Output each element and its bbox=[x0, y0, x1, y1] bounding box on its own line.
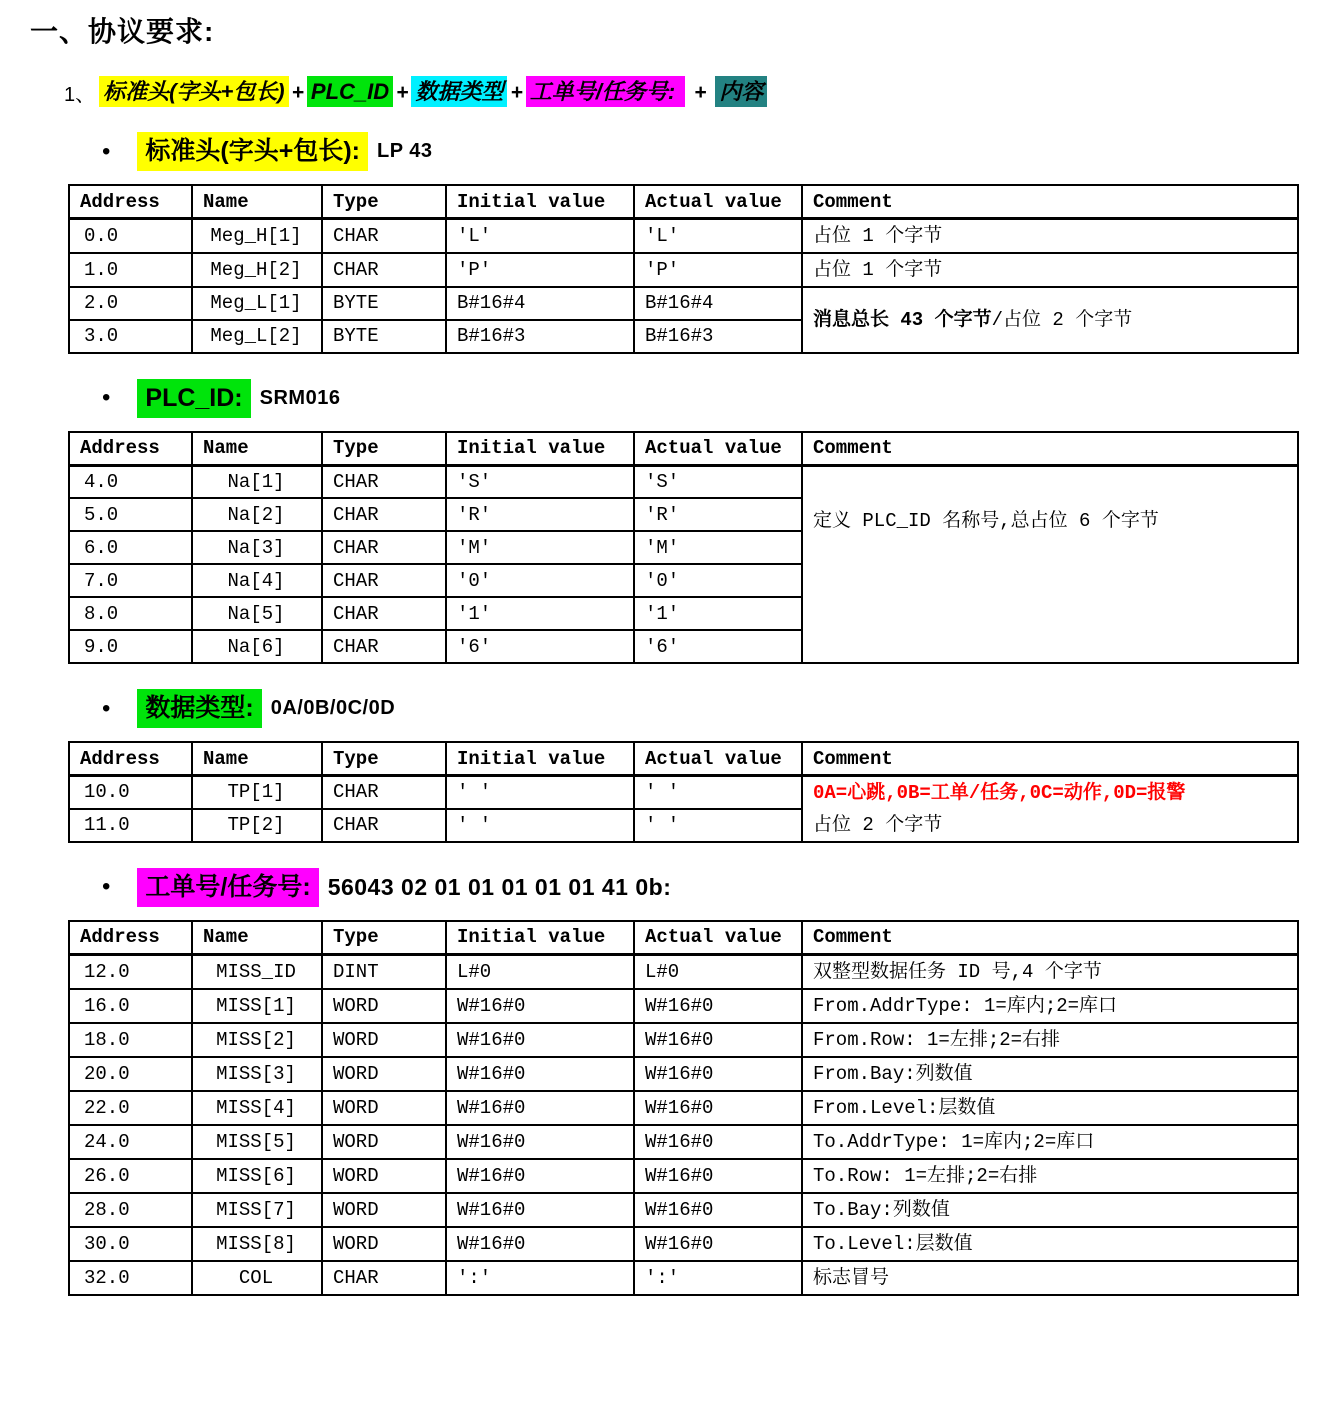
table-cell-actual-value: W#16#0 bbox=[634, 1227, 802, 1261]
column-header-name: Name bbox=[192, 432, 322, 465]
comment-line bbox=[813, 1058, 1293, 1090]
table-cell-actual-value: W#16#0 bbox=[634, 1193, 802, 1227]
table-cell-initial-value: ' ' bbox=[446, 809, 634, 842]
bullet-value-standard-header: LP 43 bbox=[376, 140, 433, 163]
column-header-comment: Comment bbox=[802, 742, 1298, 775]
table-cell-initial-value: '1' bbox=[446, 597, 634, 630]
table-cell-actual-value: L#0 bbox=[634, 954, 802, 989]
comment-line bbox=[813, 254, 1293, 286]
page-title: 一、协议要求: bbox=[30, 16, 215, 47]
table-cell-comment bbox=[802, 954, 1298, 989]
column-header-initial-value: Initial value bbox=[446, 921, 634, 954]
comment-text: 双整型数据任务 ID 号,4 个字节 bbox=[813, 960, 1102, 983]
table-cell-initial-value: W#16#0 bbox=[446, 1193, 634, 1227]
table-cell-name: Na[3] bbox=[192, 531, 322, 564]
table-row bbox=[69, 1227, 1298, 1261]
table-cell-name: Na[2] bbox=[192, 498, 322, 531]
table-cell-name: MISS[2] bbox=[192, 1023, 322, 1057]
table-cell-address: 3.0 bbox=[69, 320, 192, 353]
table-cell-initial-value: 'P' bbox=[446, 253, 634, 287]
table-cell-name: TP[2] bbox=[192, 809, 322, 842]
column-header-address: Address bbox=[69, 185, 192, 218]
table-cell-comment bbox=[802, 1159, 1298, 1193]
bullet-item-data-type bbox=[102, 689, 1328, 728]
column-header-comment: Comment bbox=[802, 921, 1298, 954]
comment-line bbox=[813, 505, 1293, 537]
comment-line bbox=[813, 220, 1293, 252]
column-header-name: Name bbox=[192, 921, 322, 954]
table-cell-actual-value: W#16#0 bbox=[634, 1023, 802, 1057]
table-cell-name: Meg_H[2] bbox=[192, 253, 322, 287]
table-cell-type: CHAR bbox=[322, 630, 446, 663]
table-cell-address: 10.0 bbox=[69, 775, 192, 808]
part-data-type: 数据类型 bbox=[411, 76, 507, 107]
bullet-value-plc-id: SRM016 bbox=[259, 386, 341, 409]
plus-separator: + bbox=[510, 81, 523, 105]
column-header-actual-value: Actual value bbox=[634, 742, 802, 775]
section-order-task bbox=[30, 868, 1328, 1296]
column-header-comment: Comment bbox=[802, 432, 1298, 465]
variable-table-data-type bbox=[68, 741, 1299, 843]
comment-line bbox=[813, 1126, 1293, 1158]
table-cell-name: Na[4] bbox=[192, 564, 322, 597]
comment-line bbox=[813, 304, 1293, 336]
table-cell-comment bbox=[802, 1125, 1298, 1159]
table-cell-initial-value: W#16#0 bbox=[446, 1159, 634, 1193]
table-header-row bbox=[69, 185, 1298, 218]
table-cell-type: WORD bbox=[322, 1227, 446, 1261]
table-cell-actual-value: ' ' bbox=[634, 809, 802, 842]
table-cell-name: MISS[5] bbox=[192, 1125, 322, 1159]
table-row bbox=[69, 989, 1298, 1023]
column-header-comment: Comment bbox=[802, 185, 1298, 218]
table-row bbox=[69, 1261, 1298, 1295]
item-number: 1、 bbox=[64, 84, 96, 106]
table-cell-type: CHAR bbox=[322, 597, 446, 630]
comment-text: To.Row: 1=左排;2=右排 bbox=[813, 1164, 1038, 1187]
comment-line bbox=[813, 1228, 1293, 1260]
bullet-value-order-task: 56043 02 01 01 01 01 01 41 0b: bbox=[327, 873, 672, 900]
table-cell-type: WORD bbox=[322, 989, 446, 1023]
table-cell-name: MISS[6] bbox=[192, 1159, 322, 1193]
table-cell-actual-value: 'R' bbox=[634, 498, 802, 531]
column-header-actual-value: Actual value bbox=[634, 921, 802, 954]
table-cell-initial-value: ':' bbox=[446, 1261, 634, 1295]
table-cell-comment bbox=[802, 1091, 1298, 1125]
comment-text: 标志冒号 bbox=[813, 1266, 890, 1289]
table-cell-initial-value: B#16#3 bbox=[446, 320, 634, 353]
table-cell-name: MISS[4] bbox=[192, 1091, 322, 1125]
table-cell-initial-value: B#16#4 bbox=[446, 287, 634, 320]
table-header-row bbox=[69, 921, 1298, 954]
column-header-initial-value: Initial value bbox=[446, 185, 634, 218]
table-cell-comment bbox=[802, 775, 1298, 842]
comment-line bbox=[813, 1160, 1293, 1192]
protocol-formula-parts bbox=[99, 79, 767, 105]
table-cell-initial-value: '6' bbox=[446, 630, 634, 663]
comment-text: 消息总长 43 个字节 bbox=[813, 308, 992, 331]
table-cell-type: DINT bbox=[322, 954, 446, 989]
table-cell-name: Na[1] bbox=[192, 465, 322, 498]
table-row bbox=[69, 1159, 1298, 1193]
column-header-name: Name bbox=[192, 742, 322, 775]
table-cell-type: WORD bbox=[322, 1159, 446, 1193]
comment-text: To.AddrType: 1=库内;2=库口 bbox=[813, 1130, 1095, 1153]
bullet-icon: • bbox=[102, 873, 111, 901]
table-cell-actual-value: 'P' bbox=[634, 253, 802, 287]
column-header-address: Address bbox=[69, 921, 192, 954]
table-cell-type: WORD bbox=[322, 1023, 446, 1057]
table-cell-type: WORD bbox=[322, 1193, 446, 1227]
bullet-item-order-task bbox=[102, 868, 1328, 907]
table-cell-address: 4.0 bbox=[69, 465, 192, 498]
table-cell-actual-value: B#16#4 bbox=[634, 287, 802, 320]
table-cell-address: 26.0 bbox=[69, 1159, 192, 1193]
table-row bbox=[69, 253, 1298, 287]
table-cell-type: CHAR bbox=[322, 1261, 446, 1295]
table-cell-name: MISS_ID bbox=[192, 954, 322, 989]
comment-line bbox=[813, 990, 1293, 1022]
table-cell-name: Meg_H[1] bbox=[192, 218, 322, 253]
table-cell-actual-value: W#16#0 bbox=[634, 1125, 802, 1159]
variable-table-standard-header bbox=[68, 184, 1299, 354]
table-cell-type: CHAR bbox=[322, 465, 446, 498]
table-cell-type: CHAR bbox=[322, 531, 446, 564]
table-cell-comment bbox=[802, 1227, 1298, 1261]
section-data-type bbox=[30, 689, 1328, 843]
comment-line bbox=[813, 1092, 1293, 1124]
table-cell-actual-value: '1' bbox=[634, 597, 802, 630]
table-cell-initial-value: W#16#0 bbox=[446, 1091, 634, 1125]
table-cell-actual-value: '6' bbox=[634, 630, 802, 663]
table-cell-actual-value: B#16#3 bbox=[634, 320, 802, 353]
table-row bbox=[69, 775, 1298, 808]
bullet-label-data-type: 数据类型: bbox=[137, 689, 261, 728]
table-cell-actual-value: W#16#0 bbox=[634, 989, 802, 1023]
comment-line bbox=[813, 777, 1293, 809]
table-cell-actual-value: W#16#0 bbox=[634, 1057, 802, 1091]
table-row bbox=[69, 218, 1298, 253]
bullet-value-data-type: 0A/0B/0C/0D bbox=[270, 697, 396, 720]
sections-container bbox=[30, 132, 1328, 1296]
part-standard-header: 标准头(字头+包长) bbox=[99, 76, 289, 107]
table-cell-address: 24.0 bbox=[69, 1125, 192, 1159]
table-cell-initial-value: W#16#0 bbox=[446, 1023, 634, 1057]
column-header-type: Type bbox=[322, 921, 446, 954]
bullet-label-order-task: 工单号/任务号: bbox=[137, 868, 318, 907]
comment-text: /占位 2 个字节 bbox=[991, 308, 1133, 331]
table-cell-name: MISS[1] bbox=[192, 989, 322, 1023]
table-cell-comment bbox=[802, 1057, 1298, 1091]
comment-text: 0A=心跳,0B=工单/任务,0C=动作,0D=报警 bbox=[813, 781, 1186, 804]
plus-separator: + bbox=[396, 81, 409, 105]
table-cell-comment bbox=[802, 1193, 1298, 1227]
table-cell-comment bbox=[802, 1261, 1298, 1295]
table-cell-actual-value: W#16#0 bbox=[634, 1159, 802, 1193]
table-cell-initial-value: W#16#0 bbox=[446, 989, 634, 1023]
table-cell-comment bbox=[802, 989, 1298, 1023]
table-cell-comment bbox=[802, 1023, 1298, 1057]
table-cell-address: 20.0 bbox=[69, 1057, 192, 1091]
column-header-actual-value: Actual value bbox=[634, 432, 802, 465]
table-cell-initial-value: '0' bbox=[446, 564, 634, 597]
part-plc-id: PLC_ID bbox=[307, 76, 393, 107]
table-cell-initial-value: 'M' bbox=[446, 531, 634, 564]
table-cell-address: 32.0 bbox=[69, 1261, 192, 1295]
column-header-initial-value: Initial value bbox=[446, 742, 634, 775]
column-header-actual-value: Actual value bbox=[634, 185, 802, 218]
column-header-address: Address bbox=[69, 432, 192, 465]
column-header-initial-value: Initial value bbox=[446, 432, 634, 465]
part-order-task: 工单号/任务号: bbox=[526, 76, 686, 107]
table-cell-comment bbox=[802, 287, 1298, 353]
comment-line bbox=[813, 1024, 1293, 1056]
table-cell-address: 0.0 bbox=[69, 218, 192, 253]
comment-text: 占位 1 个字节 bbox=[813, 258, 943, 281]
table-row bbox=[69, 954, 1298, 989]
table-cell-address: 8.0 bbox=[69, 597, 192, 630]
table-cell-name: Meg_L[2] bbox=[192, 320, 322, 353]
table-row bbox=[69, 1125, 1298, 1159]
table-cell-actual-value: ' ' bbox=[634, 775, 802, 808]
bullet-icon: • bbox=[102, 694, 111, 722]
table-row bbox=[69, 465, 1298, 498]
table-row bbox=[69, 287, 1298, 320]
table-cell-address: 18.0 bbox=[69, 1023, 192, 1057]
table-cell-type: CHAR bbox=[322, 809, 446, 842]
comment-text: To.Bay:列数值 bbox=[813, 1198, 950, 1221]
table-cell-comment bbox=[802, 253, 1298, 287]
protocol-formula-line bbox=[64, 78, 1328, 107]
bullet-label-standard-header: 标准头(字头+包长): bbox=[137, 132, 368, 171]
bullet-icon: • bbox=[102, 137, 111, 165]
table-cell-address: 16.0 bbox=[69, 989, 192, 1023]
table-cell-type: CHAR bbox=[322, 253, 446, 287]
column-header-type: Type bbox=[322, 432, 446, 465]
table-cell-initial-value: W#16#0 bbox=[446, 1227, 634, 1261]
table-cell-type: CHAR bbox=[322, 498, 446, 531]
table-cell-name: Na[5] bbox=[192, 597, 322, 630]
plus-separator: + bbox=[291, 81, 304, 105]
table-cell-actual-value: ':' bbox=[634, 1261, 802, 1295]
comment-text: From.Level:层数值 bbox=[813, 1096, 996, 1119]
table-cell-name: MISS[8] bbox=[192, 1227, 322, 1261]
column-header-address: Address bbox=[69, 742, 192, 775]
comment-text: 占位 1 个字节 bbox=[813, 224, 943, 247]
column-header-name: Name bbox=[192, 185, 322, 218]
table-cell-initial-value: L#0 bbox=[446, 954, 634, 989]
table-cell-initial-value: W#16#0 bbox=[446, 1057, 634, 1091]
comment-line bbox=[813, 1194, 1293, 1226]
table-cell-address: 22.0 bbox=[69, 1091, 192, 1125]
comment-text: From.Bay:列数值 bbox=[813, 1062, 973, 1085]
table-cell-name: Na[6] bbox=[192, 630, 322, 663]
table-cell-name: MISS[7] bbox=[192, 1193, 322, 1227]
comment-line bbox=[813, 809, 1293, 841]
comment-text: From.Row: 1=左排;2=右排 bbox=[813, 1028, 1061, 1051]
table-cell-type: BYTE bbox=[322, 320, 446, 353]
comment-text: 占位 2 个字节 bbox=[813, 813, 943, 836]
table-cell-actual-value: 'S' bbox=[634, 465, 802, 498]
table-header-row bbox=[69, 742, 1298, 775]
comment-line bbox=[813, 956, 1293, 988]
comment-text: To.Level:层数值 bbox=[813, 1232, 973, 1255]
table-cell-comment bbox=[802, 218, 1298, 253]
table-header-row bbox=[69, 432, 1298, 465]
table-row bbox=[69, 1023, 1298, 1057]
plus-separator: + bbox=[688, 81, 713, 105]
table-cell-type: WORD bbox=[322, 1057, 446, 1091]
column-header-type: Type bbox=[322, 742, 446, 775]
table-cell-type: CHAR bbox=[322, 564, 446, 597]
table-cell-name: Meg_L[1] bbox=[192, 287, 322, 320]
table-cell-initial-value: W#16#0 bbox=[446, 1125, 634, 1159]
table-row bbox=[69, 1193, 1298, 1227]
section-plc-id bbox=[30, 379, 1328, 664]
part-content: 内容 bbox=[715, 76, 767, 107]
table-cell-address: 12.0 bbox=[69, 954, 192, 989]
variable-table-order-task bbox=[68, 920, 1299, 1296]
table-cell-initial-value: 'L' bbox=[446, 218, 634, 253]
table-cell-address: 11.0 bbox=[69, 809, 192, 842]
table-cell-type: BYTE bbox=[322, 287, 446, 320]
table-cell-initial-value: 'R' bbox=[446, 498, 634, 531]
table-cell-address: 9.0 bbox=[69, 630, 192, 663]
table-cell-name: TP[1] bbox=[192, 775, 322, 808]
table-cell-address: 30.0 bbox=[69, 1227, 192, 1261]
bullet-label-plc-id: PLC_ID: bbox=[137, 379, 250, 418]
table-cell-initial-value: ' ' bbox=[446, 775, 634, 808]
bullet-icon: • bbox=[102, 384, 111, 412]
variable-table-plc-id bbox=[68, 431, 1299, 664]
table-row bbox=[69, 1091, 1298, 1125]
section-standard-header bbox=[30, 132, 1328, 354]
table-cell-name: COL bbox=[192, 1261, 322, 1295]
table-cell-type: WORD bbox=[322, 1125, 446, 1159]
bullet-item-standard-header bbox=[102, 132, 1328, 171]
table-cell-name: MISS[3] bbox=[192, 1057, 322, 1091]
comment-line bbox=[813, 1262, 1293, 1294]
table-cell-actual-value: W#16#0 bbox=[634, 1091, 802, 1125]
table-cell-address: 28.0 bbox=[69, 1193, 192, 1227]
table-cell-comment bbox=[802, 465, 1298, 663]
table-cell-address: 2.0 bbox=[69, 287, 192, 320]
table-cell-type: CHAR bbox=[322, 775, 446, 808]
table-row bbox=[69, 1057, 1298, 1091]
comment-text: 定义 PLC_ID 名称号,总占位 6 个字节 bbox=[813, 509, 1159, 532]
table-cell-actual-value: '0' bbox=[634, 564, 802, 597]
table-cell-address: 1.0 bbox=[69, 253, 192, 287]
column-header-type: Type bbox=[322, 185, 446, 218]
table-cell-actual-value: 'M' bbox=[634, 531, 802, 564]
comment-text: From.AddrType: 1=库内;2=库口 bbox=[813, 994, 1118, 1017]
bullet-item-plc-id bbox=[102, 379, 1328, 418]
table-cell-address: 6.0 bbox=[69, 531, 192, 564]
table-cell-address: 7.0 bbox=[69, 564, 192, 597]
table-cell-address: 5.0 bbox=[69, 498, 192, 531]
table-cell-initial-value: 'S' bbox=[446, 465, 634, 498]
table-cell-type: CHAR bbox=[322, 218, 446, 253]
table-cell-type: WORD bbox=[322, 1091, 446, 1125]
table-cell-actual-value: 'L' bbox=[634, 218, 802, 253]
